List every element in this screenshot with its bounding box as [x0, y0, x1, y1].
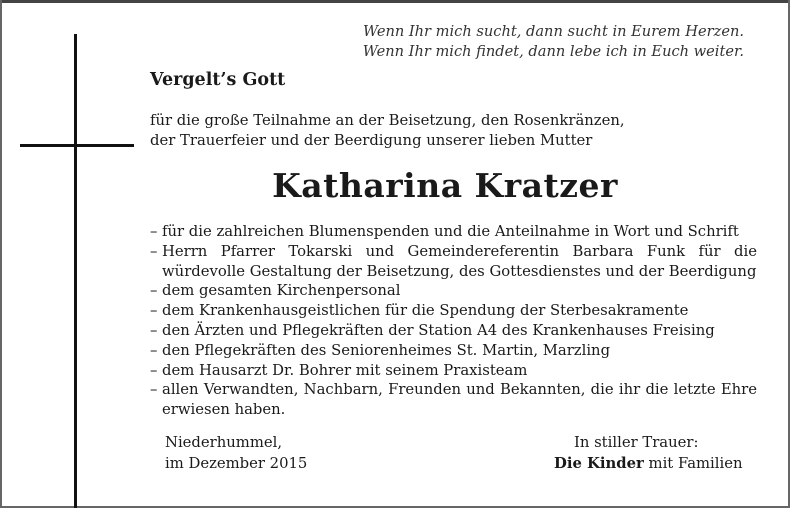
motto-line-2: Wenn Ihr mich findet, dann lebe ich in Euch weiter. [362, 43, 744, 60]
list-dash: – [150, 302, 158, 320]
list-item [150, 242, 757, 282]
list-dash: – [150, 361, 158, 379]
list-item [150, 301, 757, 321]
intro-text [150, 111, 710, 151]
motto-quote [284, 22, 744, 62]
motto-line-1: Wenn Ihr mich sucht, dann sucht in Eurem Herzen. [363, 23, 744, 40]
closing-place: Niederhummel, [165, 434, 283, 451]
list-item [150, 321, 757, 341]
mourning-line: In stiller Trauer: [574, 434, 699, 451]
cross-icon-vertical-bar [74, 34, 77, 508]
list-item-text: dem gesamten Kirchenpersonal [162, 282, 401, 300]
list-item-text: Herrn Pfarrer Tokarski und Gemeindereferentin Barbara Funk für die würdevolle Gestaltung der Beisetzung, des Gottesdienstes und der Beerdigung [162, 242, 757, 280]
list-dash: – [150, 341, 158, 359]
list-item [150, 281, 757, 301]
list-dash: – [150, 223, 158, 240]
list-item-text: für die zahlreichen Blumenspenden und die Anteilnahme in Wort und Schrift [162, 223, 739, 240]
signers-bold: Die Kinder [554, 455, 644, 472]
closing-signature [554, 432, 754, 474]
list-item [150, 361, 757, 381]
intro-line-2: der Trauerfeier und der Beerdigung unserer lieben Mutter [150, 132, 593, 149]
closing-place-date [165, 432, 307, 474]
list-item-text: dem Krankenhausgeistlichen für die Spendung der Sterbesakramente [162, 302, 689, 320]
intro-line-1: für die große Teilnahme an der Beisetzung, den Rosenkränzen, [150, 112, 625, 129]
cross-icon-horizontal-bar [20, 144, 134, 147]
thanks-heading: Vergelt’s Gott [150, 70, 286, 90]
thanks-list [150, 222, 757, 420]
list-dash: – [150, 381, 158, 399]
closing-date: im Dezember 2015 [165, 455, 308, 472]
list-item [150, 222, 757, 242]
signers-rest: mit Familien [643, 455, 743, 472]
list-item-text: den Pflegekräften des Seniorenheimes St. Martin, Marzling [162, 341, 611, 359]
list-dash: – [150, 242, 158, 260]
list-item [150, 380, 757, 420]
top-border [0, 0, 790, 3]
list-dash: – [150, 321, 158, 339]
list-dash: – [150, 282, 158, 300]
left-border [0, 0, 2, 508]
deceased-name: Katharina Kratzer [272, 166, 618, 205]
list-item-text: dem Hausarzt Dr. Bohrer mit seinem Praxisteam [162, 361, 528, 379]
list-item-text: den Ärzten und Pflegekräften der Station A4 des Krankenhauses Freising [162, 321, 715, 339]
list-item [150, 341, 757, 361]
signers-line [554, 453, 754, 474]
list-item-text: allen Verwandten, Nachbarn, Freunden und Bekannten, die ihr die letzte Ehre erwiesen haben. [162, 381, 757, 419]
